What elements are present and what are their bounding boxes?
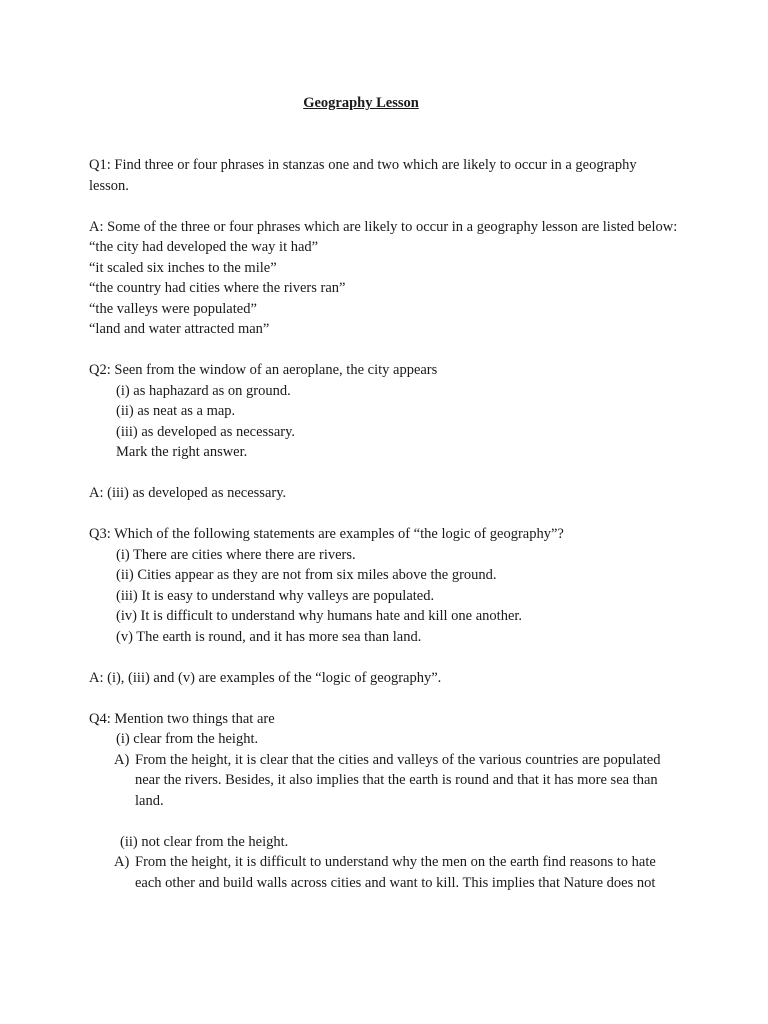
q1-phrase: “the country had cities where the rivers ran” xyxy=(89,280,346,296)
q4-part2-label: (ii) not clear from the height. xyxy=(120,833,289,850)
q3-option: (v) The earth is round, and it has more sea than land. xyxy=(116,628,422,645)
page-title: Geography Lesson xyxy=(303,95,419,111)
q2-option: (i) as haphazard as on ground. xyxy=(116,382,291,399)
q1-phrase: “land and water attracted man” xyxy=(89,321,270,337)
q1-answer-intro: A: Some of the three or four phrases which are likely to occur in a geography lesson are listed below: xyxy=(89,218,678,235)
q2-answer: A: (iii) as developed as necessary. xyxy=(89,485,287,501)
q1-phrase: “the valleys were populated” xyxy=(89,300,257,317)
q1-question: Q1: Find three or four phrases in stanzas one and two which are likely to occur in a geography lesson. xyxy=(89,157,637,194)
q2-option: (iii) as developed as necessary. xyxy=(116,423,296,440)
document-body xyxy=(89,155,679,893)
q3-option: (iii) It is easy to understand why valleys are populated. xyxy=(116,587,435,604)
q4-part1-label: (i) clear from the height. xyxy=(116,731,259,747)
answer-marker: A) xyxy=(114,854,130,870)
q2-question: Q2: Seen from the window of an aeroplane, the city appears xyxy=(89,362,438,378)
q4-part1-answer: From the height, it is clear that the cities and valleys of the various countries are populated near the rivers. Besides, it also implies that the earth is round and that it has more sea than land. xyxy=(135,751,661,809)
q3-question: Q3: Which of the following statements are examples of “the logic of geography”? xyxy=(89,526,564,542)
q4-part2-answer-block xyxy=(89,852,679,893)
q2-instruction: Mark the right answer. xyxy=(116,444,248,460)
q4-part1-answer-block xyxy=(89,750,679,812)
q3-option: (i) There are cities where there are rivers. xyxy=(116,546,356,563)
q4-part2-answer: From the height, it is difficult to understand why the men on the earth find reasons to hate each other and build walls across cities and want to kill. This implies that Nature does not xyxy=(135,854,656,891)
q3-option: (ii) Cities appear as they are not from six miles above the ground. xyxy=(116,567,497,583)
q2-option: (ii) as neat as a map. xyxy=(116,403,236,419)
q3-option: (iv) It is difficult to understand why humans hate and kill one another. xyxy=(116,608,523,624)
q1-phrase: “it scaled six inches to the mile” xyxy=(89,259,277,276)
q4-question: Q4: Mention two things that are xyxy=(89,710,275,727)
q3-answer: A: (i), (iii) and (v) are examples of the “logic of geography”. xyxy=(89,669,442,686)
q1-phrase: “the city had developed the way it had” xyxy=(89,239,319,255)
answer-marker: A) xyxy=(114,751,130,768)
